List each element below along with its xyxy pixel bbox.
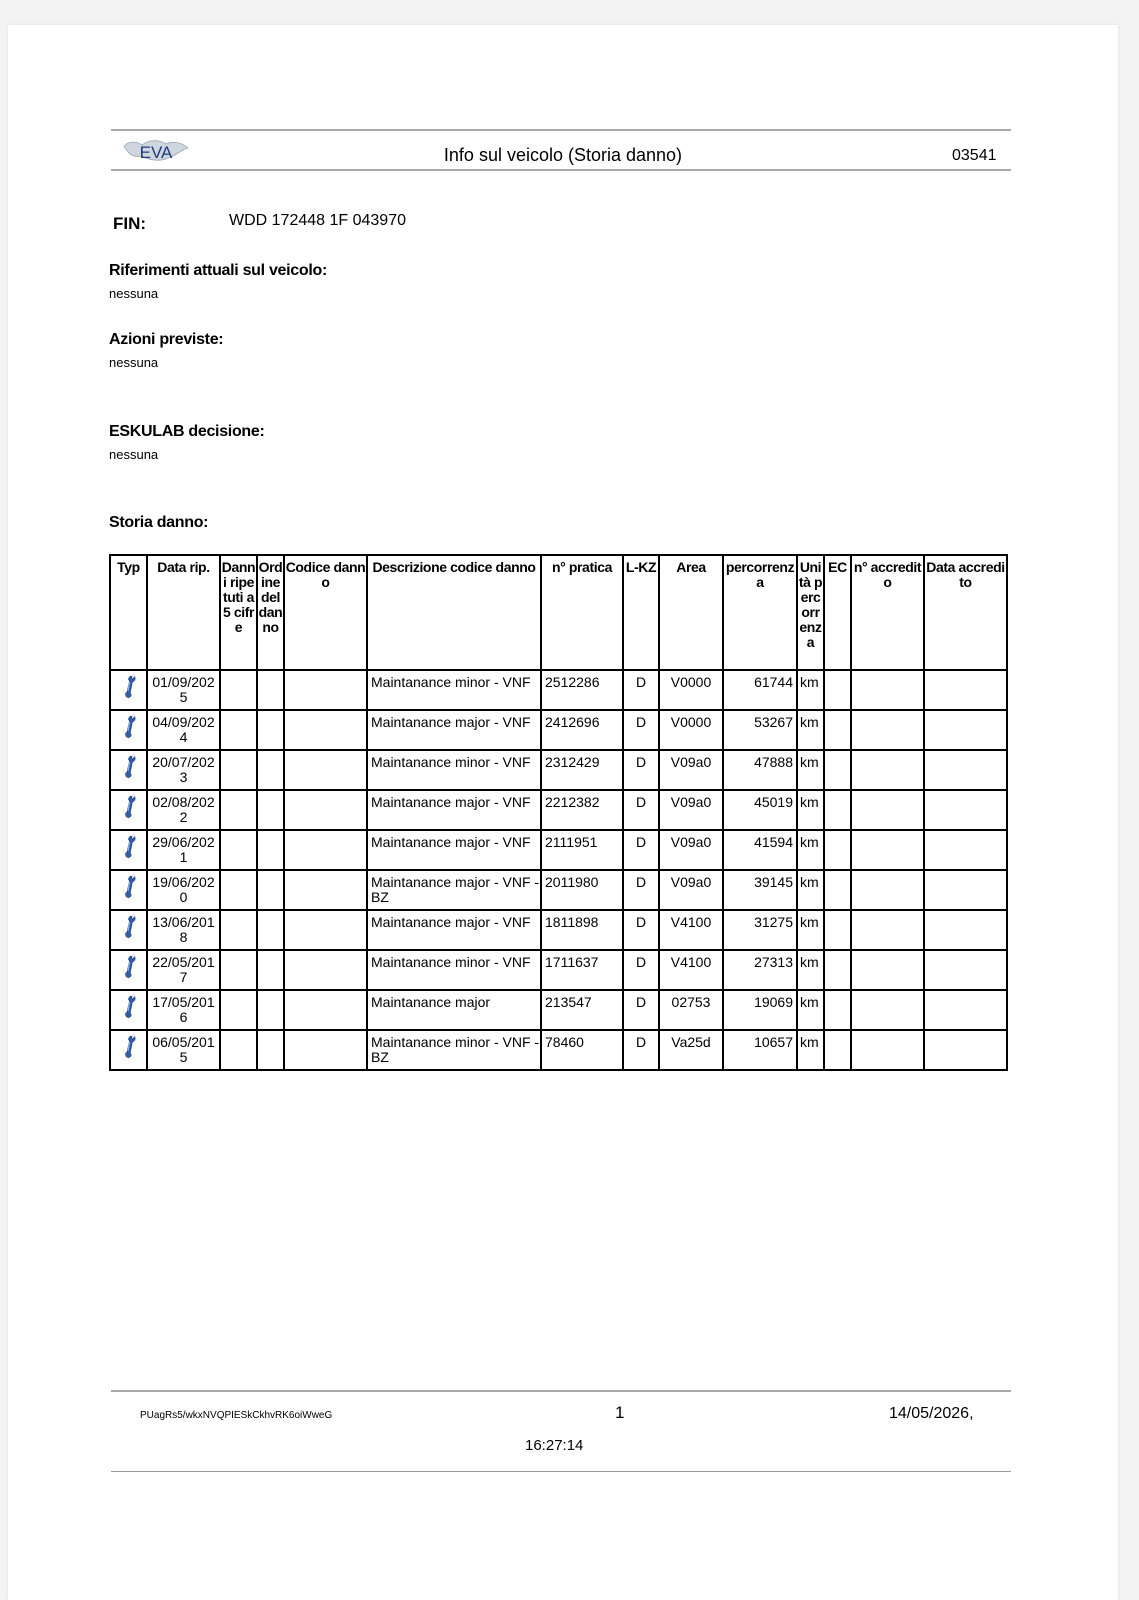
data-accredito-cell — [924, 750, 1007, 790]
table-row — [110, 950, 1007, 990]
footer-document-id: PUagRs5/wkxNVQPIESkCkhvRK6oiWweG — [140, 1410, 333, 1421]
n-accredito-cell — [851, 670, 924, 710]
footer-date: 14/05/2026, — [889, 1405, 974, 1422]
ordine-danno-cell — [257, 670, 284, 710]
ec-cell — [824, 950, 851, 990]
n-accredito-cell — [851, 830, 924, 870]
ordine-danno-cell — [257, 830, 284, 870]
area-cell: V4100 — [659, 910, 723, 950]
lkz-cell: D — [623, 750, 659, 790]
ordine-danno-cell — [257, 950, 284, 990]
n-accredito-cell — [851, 910, 924, 950]
lkz-cell: D — [623, 830, 659, 870]
ec-cell — [824, 710, 851, 750]
table-row — [110, 790, 1007, 830]
n-accredito-cell — [851, 990, 924, 1030]
wrench-icon — [119, 1034, 139, 1060]
table-row — [110, 990, 1007, 1030]
col-header-unita: Unità percorrenza — [797, 555, 824, 670]
danni-ripetuti-cell — [220, 1030, 257, 1070]
ec-cell — [824, 790, 851, 830]
fin-label: FIN: — [113, 214, 147, 233]
lkz-cell: D — [623, 710, 659, 750]
table-row — [110, 870, 1007, 910]
n-pratica-cell: 2212382 — [541, 790, 623, 830]
table-header-row — [110, 555, 1007, 670]
n-accredito-cell — [851, 710, 924, 750]
ordine-danno-cell — [257, 990, 284, 1030]
n-pratica-cell: 2111951 — [541, 830, 623, 870]
unita-cell: km — [797, 830, 824, 870]
col-header-descrizione: Descrizione codice danno — [367, 555, 541, 670]
codice-danno-cell — [284, 950, 367, 990]
danni-ripetuti-cell — [220, 790, 257, 830]
ec-cell — [824, 870, 851, 910]
data-rip-cell: 04/09/2024 — [147, 710, 220, 750]
data-rip-cell: 02/08/2022 — [147, 790, 220, 830]
percorrenza-cell: 31275 — [723, 910, 797, 950]
percorrenza-cell: 27313 — [723, 950, 797, 990]
n-accredito-cell — [851, 950, 924, 990]
data-accredito-cell — [924, 990, 1007, 1030]
unita-cell: km — [797, 710, 824, 750]
lkz-cell: D — [623, 790, 659, 830]
document-page — [8, 25, 1118, 1600]
codice-danno-cell — [284, 870, 367, 910]
n-pratica-cell: 2312429 — [541, 750, 623, 790]
area-cell: Va25d — [659, 1030, 723, 1070]
data-rip-cell: 01/09/2025 — [147, 670, 220, 710]
n-pratica-cell: 2512286 — [541, 670, 623, 710]
col-header-data-accredito: Data accredito — [924, 555, 1007, 670]
n-accredito-cell — [851, 870, 924, 910]
table-row — [110, 750, 1007, 790]
descrizione-cell: Maintanance major — [367, 990, 541, 1030]
col-header-ordine-danno: Ordine del danno — [257, 555, 284, 670]
col-header-lkz: L-KZ — [623, 555, 659, 670]
codice-danno-cell — [284, 670, 367, 710]
data-accredito-cell — [924, 790, 1007, 830]
header-bottom-rule — [111, 169, 1011, 171]
ordine-danno-cell — [257, 870, 284, 910]
storia-label: Storia danno: — [109, 514, 209, 531]
wrench-icon — [119, 674, 139, 700]
data-accredito-cell — [924, 870, 1007, 910]
col-header-data-rip: Data rip. — [147, 555, 220, 670]
area-cell: V09a0 — [659, 750, 723, 790]
wrench-icon — [119, 874, 139, 900]
data-rip-cell: 20/07/2023 — [147, 750, 220, 790]
n-accredito-cell — [851, 790, 924, 830]
col-header-ec: EC — [824, 555, 851, 670]
unita-cell: km — [797, 950, 824, 990]
table-row — [110, 670, 1007, 710]
ordine-danno-cell — [257, 790, 284, 830]
data-accredito-cell — [924, 1030, 1007, 1070]
ec-cell — [824, 670, 851, 710]
danni-ripetuti-cell — [220, 670, 257, 710]
col-header-percorrenza: percorrenza — [723, 555, 797, 670]
danni-ripetuti-cell — [220, 870, 257, 910]
percorrenza-cell: 19069 — [723, 990, 797, 1030]
fin-value: WDD 172448 1F 043970 — [229, 212, 406, 229]
ec-cell — [824, 910, 851, 950]
codice-danno-cell — [284, 1030, 367, 1070]
danni-ripetuti-cell — [220, 910, 257, 950]
descrizione-cell: Maintanance minor - VNF — [367, 750, 541, 790]
percorrenza-cell: 53267 — [723, 710, 797, 750]
n-pratica-cell: 78460 — [541, 1030, 623, 1070]
unita-cell: km — [797, 870, 824, 910]
n-accredito-cell — [851, 1030, 924, 1070]
ec-cell — [824, 990, 851, 1030]
n-pratica-cell: 2412696 — [541, 710, 623, 750]
codice-danno-cell — [284, 790, 367, 830]
unita-cell: km — [797, 1030, 824, 1070]
danni-ripetuti-cell — [220, 830, 257, 870]
col-header-codice-danno: Codice danno — [284, 555, 367, 670]
damage-history-table — [109, 554, 1008, 1071]
footer-page-number: 1 — [615, 1403, 625, 1422]
unita-cell: km — [797, 670, 824, 710]
lkz-cell: D — [623, 990, 659, 1030]
danni-ripetuti-cell — [220, 750, 257, 790]
percorrenza-cell: 41594 — [723, 830, 797, 870]
wrench-icon — [119, 834, 139, 860]
area-cell: V0000 — [659, 670, 723, 710]
typ-cell — [110, 790, 147, 830]
danni-ripetuti-cell — [220, 710, 257, 750]
col-header-n-pratica: n° pratica — [541, 555, 623, 670]
codice-danno-cell — [284, 710, 367, 750]
lkz-cell: D — [623, 1030, 659, 1070]
azioni-label: Azioni previste: — [109, 331, 224, 348]
ordine-danno-cell — [257, 710, 284, 750]
typ-cell — [110, 750, 147, 790]
area-cell: V0000 — [659, 710, 723, 750]
data-rip-cell: 19/06/2020 — [147, 870, 220, 910]
descrizione-cell: Maintanance major - VNF — [367, 710, 541, 750]
footer-top-rule — [111, 1390, 1011, 1392]
unita-cell: km — [797, 910, 824, 950]
eskulab-label: ESKULAB decisione: — [109, 423, 265, 440]
percorrenza-cell: 61744 — [723, 670, 797, 710]
col-header-n-accredito: n° accredito — [851, 555, 924, 670]
area-cell: V09a0 — [659, 870, 723, 910]
table-row — [110, 1030, 1007, 1070]
descrizione-cell: Maintanance major - VNF — [367, 910, 541, 950]
descrizione-cell: Maintanance major - VNF — [367, 830, 541, 870]
data-accredito-cell — [924, 910, 1007, 950]
codice-danno-cell — [284, 990, 367, 1030]
area-cell: 02753 — [659, 990, 723, 1030]
percorrenza-cell: 45019 — [723, 790, 797, 830]
table-row — [110, 830, 1007, 870]
n-pratica-cell: 1811898 — [541, 910, 623, 950]
eskulab-value: nessuna — [109, 447, 159, 462]
footer-time: 16:27:14 — [525, 1437, 584, 1454]
wrench-icon — [119, 754, 139, 780]
percorrenza-cell: 39145 — [723, 870, 797, 910]
col-header-area: Area — [659, 555, 723, 670]
n-pratica-cell: 2011980 — [541, 870, 623, 910]
svg-text:EVA: EVA — [139, 143, 173, 162]
unita-cell: km — [797, 990, 824, 1030]
typ-cell — [110, 950, 147, 990]
wrench-icon — [119, 994, 139, 1020]
n-pratica-cell: 1711637 — [541, 950, 623, 990]
typ-cell — [110, 910, 147, 950]
descrizione-cell: Maintanance minor - VNF - BZ — [367, 1030, 541, 1070]
typ-cell — [110, 710, 147, 750]
riferimenti-value: nessuna — [109, 286, 159, 301]
data-rip-cell: 29/06/2021 — [147, 830, 220, 870]
typ-cell — [110, 1030, 147, 1070]
typ-cell — [110, 870, 147, 910]
wrench-icon — [119, 794, 139, 820]
descrizione-cell: Maintanance major - VNF — [367, 790, 541, 830]
lkz-cell: D — [623, 670, 659, 710]
data-accredito-cell — [924, 670, 1007, 710]
ec-cell — [824, 830, 851, 870]
data-rip-cell: 17/05/2016 — [147, 990, 220, 1030]
riferimenti-label: Riferimenti attuali sul veicolo: — [109, 262, 328, 279]
percorrenza-cell: 47888 — [723, 750, 797, 790]
table-row — [110, 910, 1007, 950]
typ-cell — [110, 990, 147, 1030]
ordine-danno-cell — [257, 1030, 284, 1070]
data-accredito-cell — [924, 710, 1007, 750]
wrench-icon — [119, 914, 139, 940]
area-cell: V09a0 — [659, 790, 723, 830]
n-pratica-cell: 213547 — [541, 990, 623, 1030]
typ-cell — [110, 830, 147, 870]
data-rip-cell: 06/05/2015 — [147, 1030, 220, 1070]
footer-bottom-rule — [111, 1471, 1011, 1472]
ordine-danno-cell — [257, 910, 284, 950]
n-accredito-cell — [851, 750, 924, 790]
codice-danno-cell — [284, 750, 367, 790]
document-code: 03541 — [952, 147, 997, 164]
page-title: Info sul veicolo (Storia danno) — [443, 145, 683, 165]
data-rip-cell: 13/06/2018 — [147, 910, 220, 950]
ec-cell — [824, 750, 851, 790]
ec-cell — [824, 1030, 851, 1070]
descrizione-cell: Maintanance major - VNF - BZ — [367, 870, 541, 910]
col-header-danni-ripetuti: Danni ripetuti a 5 cifre — [220, 555, 257, 670]
area-cell: V4100 — [659, 950, 723, 990]
typ-cell — [110, 670, 147, 710]
wrench-icon — [119, 954, 139, 980]
lkz-cell: D — [623, 910, 659, 950]
unita-cell: km — [797, 750, 824, 790]
lkz-cell: D — [623, 870, 659, 910]
danni-ripetuti-cell — [220, 950, 257, 990]
data-rip-cell: 22/05/2017 — [147, 950, 220, 990]
table-row — [110, 710, 1007, 750]
lkz-cell: D — [623, 950, 659, 990]
unita-cell: km — [797, 790, 824, 830]
descrizione-cell: Maintanance minor - VNF — [367, 670, 541, 710]
data-accredito-cell — [924, 950, 1007, 990]
area-cell: V09a0 — [659, 830, 723, 870]
data-accredito-cell — [924, 830, 1007, 870]
col-header-typ: Typ — [110, 555, 147, 670]
codice-danno-cell — [284, 830, 367, 870]
percorrenza-cell: 10657 — [723, 1030, 797, 1070]
ordine-danno-cell — [257, 750, 284, 790]
codice-danno-cell — [284, 910, 367, 950]
header-top-rule — [111, 129, 1011, 131]
azioni-value: nessuna — [109, 355, 159, 370]
descrizione-cell: Maintanance minor - VNF — [367, 950, 541, 990]
danni-ripetuti-cell — [220, 990, 257, 1030]
wrench-icon — [119, 714, 139, 740]
